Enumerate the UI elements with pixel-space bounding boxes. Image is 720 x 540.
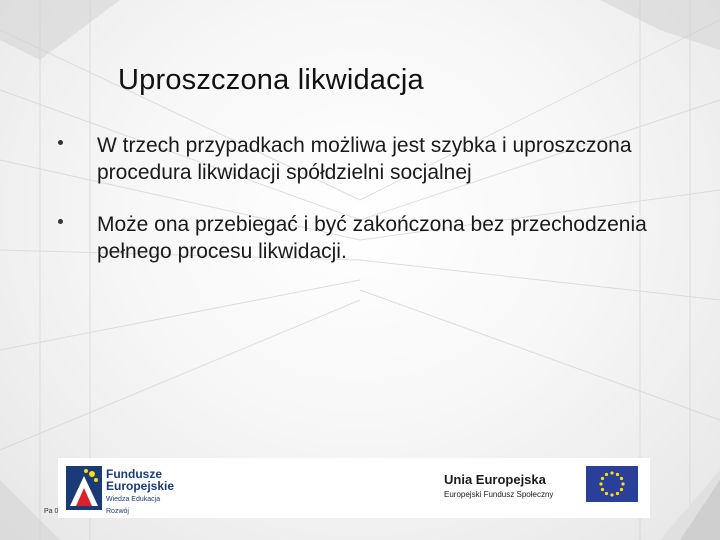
eu-stars-icon — [586, 466, 638, 502]
page-curl-decoration — [660, 470, 720, 540]
fundusze-logo-line2: Europejskie — [106, 479, 175, 493]
bullet-item — [56, 132, 656, 186]
eu-logo-subtitle: Europejski Fundusz Społeczny — [444, 490, 554, 499]
eu-logo-title: Unia Europejska — [444, 472, 546, 487]
bullet-list — [56, 132, 656, 290]
fundusze-europejskie-emblem-icon — [66, 466, 102, 510]
fundusze-logo-line1: Fundusze — [106, 467, 162, 481]
slide-title: Uproszczona likwidacja — [118, 64, 424, 96]
eu-logo-text — [444, 472, 553, 499]
bullet-dot-icon — [58, 140, 63, 145]
bullet-text: W trzech przypadkach możliwa jest szybka i uproszczona procedura likwidacji spółdzielni socjalnej — [97, 134, 632, 184]
bullet-text: Może ona przebiegać i być zakończona bez przechodzenia pełnego procesu likwidacji. — [97, 213, 647, 263]
eu-funding-logo-bar — [58, 458, 650, 518]
bullet-item — [56, 211, 656, 265]
bullet-dot-icon — [58, 219, 63, 224]
fundusze-logo-subtitle: Wiedza Edukacja Rozwój — [106, 496, 161, 515]
page-number: Pa 0 — [44, 508, 59, 515]
fundusze-europejskie-logo — [64, 460, 184, 516]
eu-flag-icon — [586, 466, 638, 502]
